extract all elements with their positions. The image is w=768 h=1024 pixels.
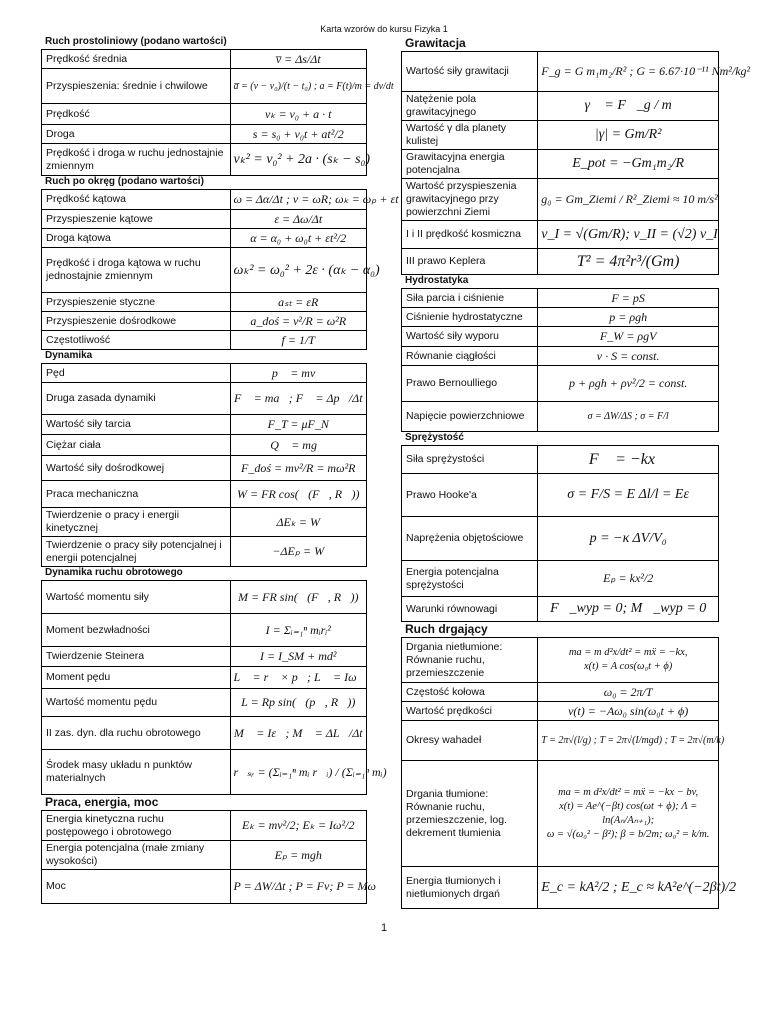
table-row: [42, 481, 367, 508]
quantity-name: Prędkość i droga kątowa w ruchu jednostajnie zmiennym: [42, 248, 231, 293]
quantity-name: Wartość siły wyporu: [402, 327, 538, 347]
page-number: 1: [380, 922, 388, 934]
quantity-name: Przyspieszenie kątowe: [42, 210, 231, 229]
table-row: [42, 190, 367, 210]
table-row: [402, 327, 719, 347]
quantity-name: Prędkość kątowa: [42, 190, 231, 210]
section-title-praca-energia-moc: Praca, energia, moc: [45, 795, 159, 809]
table-row: [402, 446, 719, 474]
quantity-name: Częstotliwość: [42, 331, 231, 350]
section-title-grawitacja: Grawitacja: [405, 36, 466, 50]
table-row: [402, 150, 719, 179]
section-title-ruch-po-okreg-podano-wartosci: Ruch po okręg (podano wartości): [45, 176, 204, 187]
table-row: [402, 517, 719, 561]
table-row: [42, 210, 367, 229]
table-row: [402, 121, 719, 150]
formula-table-dynamika-ruchu-obrotowego: [41, 580, 387, 795]
formula: vₖ² = v₀² + 2a · (sₖ − s₀): [230, 144, 367, 176]
quantity-name: Prawo Hooke'a: [402, 474, 538, 517]
section-title-sprezystosc: Sprężystość: [405, 432, 464, 443]
quantity-name: Napięcie powierzchniowe: [402, 402, 538, 432]
quantity-name: Wartość γ dla planety kulistej: [402, 121, 538, 150]
formula-table-ruch-prostoliniowy-podano-wartosci: [41, 49, 394, 176]
table-row: [42, 293, 367, 312]
quantity-name: Ciężar ciała: [42, 435, 231, 456]
quantity-name: Prędkość średnia: [42, 50, 231, 69]
formula: F_W = ρgV: [538, 327, 719, 347]
formula: ε = Δω/Δt: [230, 210, 367, 229]
table-row: [402, 179, 719, 221]
quantity-name: Przyspieszenie dośrodkowe: [42, 312, 231, 331]
quantity-name: Wartość momentu siły: [42, 581, 231, 614]
quantity-name: Twierdzenie Steinera: [42, 647, 231, 667]
quantity-name: Energia kinetyczna ruchu postępowego i obrotowego: [42, 811, 231, 841]
quantity-name: Moc: [42, 870, 231, 904]
right-column: [401, 36, 751, 909]
formula: F_g = G m₁m₂/R² ; G = 6.67·10⁻¹¹ Nm²/kg²: [538, 52, 719, 92]
table-row: [42, 537, 367, 567]
quantity-name: Wartość prędkości: [402, 702, 538, 721]
quantity-name: III prawo Keplera: [402, 249, 538, 275]
table-row: [402, 308, 719, 327]
table-row: [402, 402, 719, 432]
quantity-name: Grawitacyjna energia potencjalna: [402, 150, 538, 179]
formula: f = 1/T: [230, 331, 367, 350]
table-row: [42, 456, 367, 481]
formula: σ = ΔW/ΔS ; σ = F/l: [538, 402, 719, 432]
table-row: [42, 229, 367, 248]
formula: E_c = kA²/2 ; E_c ≈ kA²e^(−2βt)/2: [538, 867, 719, 909]
section-title-ruch-drgajacy: Ruch drgający: [405, 622, 488, 636]
quantity-name: Droga kątowa: [42, 229, 231, 248]
formula: vₖ = v₀ + a · t: [230, 104, 367, 125]
formula-table-dynamika: [41, 363, 367, 567]
table-row: [42, 415, 367, 435]
table-row: [402, 347, 719, 366]
table-row: [402, 683, 719, 702]
quantity-name: Wartość momentu pędu: [42, 689, 231, 717]
table-row: [402, 289, 719, 308]
table-row: [42, 331, 367, 350]
formula: aₛₜ = εR: [230, 293, 367, 312]
table-row: [402, 638, 719, 683]
table-row: [42, 312, 367, 331]
formula: ω = Δα/Δt ; v = ωR; ωₖ = ωₚ + εt: [230, 190, 367, 210]
quantity-name: Środek masy układu n punktów materialnych: [42, 750, 231, 795]
table-row: [42, 667, 367, 689]
quantity-name: I i II prędkość kosmiczna: [402, 221, 538, 249]
table-row: [402, 561, 719, 597]
formula: σ = F/S = E Δl/l = Eε: [538, 474, 719, 517]
table-row: [42, 647, 367, 667]
quantity-name: Moment pędu: [42, 667, 231, 689]
formula: a̅ = (v − v₀)/(t − t₀) ; a = F(t)/m = dv/dt: [230, 69, 367, 104]
section-title-hydrostatyka: Hydrostatyka: [405, 275, 469, 286]
quantity-name: Druga zasada dynamiki: [42, 383, 231, 415]
formula-table-hydrostatyka: [401, 288, 719, 432]
quantity-name: Drgania tłumione: Równanie ruchu, przemieszczenie, log. dekrement tłumienia: [402, 761, 538, 867]
table-row: [402, 474, 719, 517]
formula: I = I_SM + md²: [230, 647, 367, 667]
table-row: [42, 125, 367, 144]
formula: r⃗ₛᵣ = (Σᵢ₌₁ⁿ mᵢ r⃗ᵢ) / (Σᵢ₌₁ⁿ mᵢ): [230, 750, 367, 795]
quantity-name: Energia tłumionych i nietłumionych drgań: [402, 867, 538, 909]
quantity-name: Twierdzenie o pracy siły potencjalnej i energii potencjalnej: [42, 537, 231, 567]
formula: Eₚ = mgh: [230, 841, 367, 870]
table-row: [42, 69, 367, 104]
formula-table-ruch-po-okreg-podano-wartosci: [41, 189, 399, 350]
table-row: [42, 717, 367, 750]
section-title-dynamika-ruchu-obrotowego: Dynamika ruchu obrotowego: [45, 567, 183, 578]
formula-table-ruch-drgajacy: [401, 637, 737, 909]
table-row: [402, 52, 719, 92]
table-row: [42, 383, 367, 415]
left-column: [41, 36, 399, 904]
table-row: [42, 841, 367, 870]
table-row: [42, 248, 367, 293]
formula: P = ΔW/Δt ; P = Fv; P = Mω: [230, 870, 367, 904]
formula: Eₖ = mv²/2; Eₖ = Iω²/2: [230, 811, 367, 841]
formula: v(t) = −Aω₀ sin(ω₀t + ϕ): [538, 702, 719, 721]
quantity-name: Energia potencjalna sprężystości: [402, 561, 538, 597]
quantity-name: Prędkość i droga w ruchu jednostajnie zmiennym: [42, 144, 231, 176]
quantity-name: Pęd: [42, 364, 231, 383]
quantity-name: Natężenie pola grawitacyjnego: [402, 92, 538, 121]
table-row: [402, 761, 719, 867]
formula: γ⃗ = F⃗_g / m: [538, 92, 719, 121]
quantity-name: II zas. dyn. dla ruchu obrotowego: [42, 717, 231, 750]
table-row: [402, 249, 719, 275]
formula: T = 2π√(l/g) ; T = 2π√(I/mgd) ; T = 2π√(m/k): [538, 721, 719, 761]
quantity-name: Ciśnienie hydrostatyczne: [402, 308, 538, 327]
quantity-name: Wartość siły grawitacji: [402, 52, 538, 92]
quantity-name: Siła parcia i ciśnienie: [402, 289, 538, 308]
table-row: [402, 702, 719, 721]
formula-table-grawitacja: [401, 51, 751, 275]
quantity-name: Droga: [42, 125, 231, 144]
table-row: [402, 366, 719, 402]
formula: ω₀ = 2π/T: [538, 683, 719, 702]
formula: p = ρgh: [538, 308, 719, 327]
section-title-dynamika: Dynamika: [45, 350, 93, 361]
formula: L = Rp sin(∢(p⃗, R⃗)): [230, 689, 367, 717]
quantity-name: Praca mechaniczna: [42, 481, 231, 508]
formula: g₀ = Gm_Ziemi / R²_Ziemi ≈ 10 m/s²: [538, 179, 719, 221]
quantity-name: Częstość kołowa: [402, 683, 538, 702]
formula: v̅ = Δs/Δt: [230, 50, 367, 69]
formula: ma = m d²x/dt² = mẍ = −kx − bv, x(t) = Ae^(−βt) cos(ωt + ϕ); Λ = ln(Aₙ/Aₙ₊₁); ω = √(ω₀² − β²); β = b/2m; ω₀² = k/m.: [538, 761, 719, 867]
quantity-name: Drgania nietłumione: Równanie ruchu, przemieszczenie: [402, 638, 538, 683]
formula: Q⃗ = mg⃗: [230, 435, 367, 456]
table-row: [42, 144, 367, 176]
quantity-name: Przyspieszenie styczne: [42, 293, 231, 312]
formula: M⃗ = Iε⃗; M⃗ = ΔL⃗/Δt: [230, 717, 367, 750]
formula: −ΔEₚ = W: [230, 537, 367, 567]
table-row: [402, 721, 719, 761]
formula: v_I = √(Gm/R); v_II = (√2) v_I: [538, 221, 719, 249]
formula: T² = 4π²r³/(Gm): [538, 249, 719, 275]
formula: W = FR cos(∢(F⃗, R⃗)): [230, 481, 367, 508]
formula: p⃗ = mv⃗: [230, 364, 367, 383]
quantity-name: Energia potencjalna (małe zmiany wysokości): [42, 841, 231, 870]
quantity-name: Moment bezwładności: [42, 614, 231, 647]
formula-table-praca-energia-moc: [41, 810, 376, 904]
quantity-name: Równanie ciągłości: [402, 347, 538, 366]
table-row: [42, 435, 367, 456]
formula: F⃗ = ma⃗; F⃗ = Δp⃗/Δt: [230, 383, 367, 415]
formula: M = FR sin(∢(F⃗, R⃗)): [230, 581, 367, 614]
table-row: [42, 508, 367, 537]
formula: I = Σᵢ₌₁ⁿ mᵢrᵢ²: [230, 614, 367, 647]
table-row: [402, 221, 719, 249]
quantity-name: Warunki równowagi: [402, 597, 538, 622]
formula: p = −κ ΔV/V₀: [538, 517, 719, 561]
formula-table-sprezystosc: [401, 445, 719, 622]
formula: α = α₀ + ω₀t + εt²/2: [230, 229, 367, 248]
quantity-name: Wartość przyspieszenia grawitacyjnego przy powierzchni Ziemi: [402, 179, 538, 221]
quantity-name: Okresy wahadeł: [402, 721, 538, 761]
table-row: [42, 614, 367, 647]
formula: v · S = const.: [538, 347, 719, 366]
formula: E_pot = −Gm₁m₂/R: [538, 150, 719, 179]
formula: F⃗ = −kx⃗: [538, 446, 719, 474]
table-row: [402, 867, 719, 909]
table-row: [42, 870, 367, 904]
formula: F = pS: [538, 289, 719, 308]
formula: ΔEₖ = W: [230, 508, 367, 537]
formula: p + ρgh + ρv²/2 = const.: [538, 366, 719, 402]
formula: Eₚ = kx²/2: [538, 561, 719, 597]
table-row: [42, 689, 367, 717]
quantity-name: Naprężenia objętościowe: [402, 517, 538, 561]
table-row: [402, 597, 719, 622]
table-row: [42, 364, 367, 383]
formula: F⃗_wyp = 0; M⃗_wyp = 0: [538, 597, 719, 622]
table-row: [402, 92, 719, 121]
formula: s = s₀ + v₀t + at²/2: [230, 125, 367, 144]
quantity-name: Przyspieszenia: średnie i chwilowe: [42, 69, 231, 104]
formula: |γ| = Gm/R²: [538, 121, 719, 150]
section-title-ruch-prostoliniowy-podano-wartosci: Ruch prostoliniowy (podano wartości): [45, 36, 227, 47]
quantity-name: Twierdzenie o pracy i energii kinetycznej: [42, 508, 231, 537]
table-row: [42, 581, 367, 614]
formula: F_doś = mv²/R = mω²R: [230, 456, 367, 481]
table-row: [42, 104, 367, 125]
formula: L⃗ = r⃗ × p⃗; L⃗ = Iω⃗: [230, 667, 367, 689]
document-title: Karta wzorów do kursu Fizyka 1: [320, 24, 448, 34]
formula: ωₖ² = ω₀² + 2ε · (αₖ − α₀): [230, 248, 367, 293]
quantity-name: Wartość siły tarcia: [42, 415, 231, 435]
formula: ma = m d²x/dt² = mẍ = −kx, x(t) = A cos(ω₀t + ϕ): [538, 638, 719, 683]
quantity-name: Prędkość: [42, 104, 231, 125]
quantity-name: Siła sprężystości: [402, 446, 538, 474]
formula: a_doś = v²/R = ω²R: [230, 312, 367, 331]
quantity-name: Wartość siły dośrodkowej: [42, 456, 231, 481]
table-row: [42, 50, 367, 69]
table-row: [42, 811, 367, 841]
formula: F_T = μF_N: [230, 415, 367, 435]
quantity-name: Prawo Bernoulliego: [402, 366, 538, 402]
table-row: [42, 750, 367, 795]
